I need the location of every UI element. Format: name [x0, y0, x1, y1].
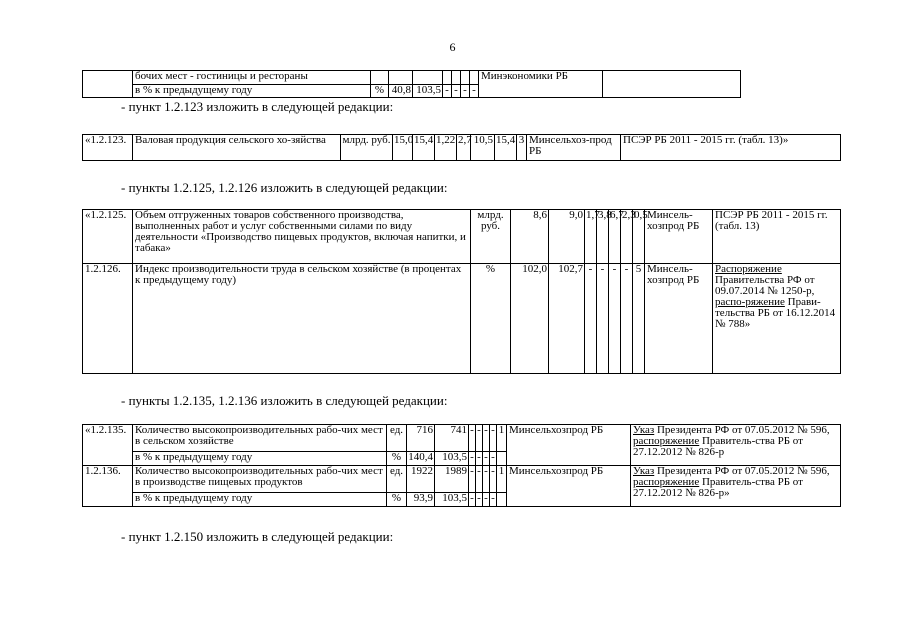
source-document: ПСЭР РБ 2011 - 2015 гг. (табл. 13)» — [621, 135, 841, 161]
value-cell: 3 — [517, 135, 527, 161]
value-cell: 103,5 — [435, 493, 469, 507]
item-number: 1.2.136. — [83, 466, 133, 507]
value-cell: 103,5 — [413, 85, 443, 98]
value-cell: - — [490, 493, 497, 507]
value-cell: 15,4 — [413, 135, 435, 161]
unit: ед. — [387, 425, 407, 452]
unit: млрд. руб. — [341, 135, 393, 161]
document-link[interactable]: распо-ряжение — [715, 296, 785, 308]
document-link[interactable]: Указ — [633, 424, 655, 436]
value-cell: - — [443, 85, 452, 98]
value-cell: - — [597, 264, 609, 374]
value-cell: 2,7 — [457, 135, 471, 161]
value-cell: - — [621, 264, 633, 374]
indicator-name: Валовая продукция сельского хо-зяйства — [133, 135, 341, 161]
value-cell: - — [585, 264, 597, 374]
indicator-name: в % к предыдущему году — [133, 452, 387, 466]
value-cell: - — [469, 452, 476, 466]
indicator-name: Количество высокопроизводительных рабо-чих мест в сельском хозяйстве — [133, 425, 387, 452]
unit: % — [387, 493, 407, 507]
value-cell: 3,8 — [597, 210, 609, 264]
value-cell: 103,5 — [435, 452, 469, 466]
value-cell: - — [476, 452, 483, 466]
table-1-2-125-126 — [82, 209, 841, 374]
value-cell: - — [469, 425, 476, 452]
unit: % — [371, 85, 389, 98]
indicator-name: бочих мест - гостиницы и рестораны — [133, 71, 371, 85]
document-text: Правитель-ства РБ от 27.12.2012 № 826-р — [633, 435, 803, 458]
executor: Минсельхоз-прод РБ — [527, 135, 621, 161]
table-row — [83, 466, 841, 493]
value-cell: 8,6 — [511, 210, 549, 264]
value-cell: 741 — [435, 425, 469, 452]
unit: ед. — [387, 466, 407, 493]
paragraph: - пункт 1.2.123 изложить в следующей редакции: — [121, 99, 394, 114]
value-cell: - — [476, 466, 483, 493]
document-link[interactable]: распоряжение — [633, 476, 700, 488]
value-cell: - — [452, 85, 461, 98]
unit: млрд. руб. — [471, 210, 511, 264]
value-cell: - — [461, 85, 470, 98]
value-cell: 15,0 — [393, 135, 413, 161]
executor: Минсель-хозпрод РБ — [645, 264, 713, 374]
item-number: «1.2.123. — [83, 135, 133, 161]
source-document — [631, 425, 841, 466]
source-document — [713, 264, 841, 374]
value-cell: 9,0 — [549, 210, 585, 264]
value-cell: 1989 — [435, 466, 469, 493]
page-number: 6 — [449, 40, 456, 54]
paragraph: - пункт 1.2.150 изложить в следующей редакции: — [121, 529, 394, 544]
value-cell: - — [469, 466, 476, 493]
value-cell: 140,4 — [407, 452, 435, 466]
item-number: «1.2.125. — [83, 210, 133, 264]
value-cell: 15,4 — [495, 135, 517, 161]
unit: % — [387, 452, 407, 466]
value-cell: 2,3 — [621, 210, 633, 264]
value-cell: - — [483, 425, 490, 452]
unit: % — [471, 264, 511, 374]
value-cell: - — [609, 264, 621, 374]
value-cell: - — [490, 452, 497, 466]
value-cell: 716 — [407, 425, 435, 452]
value-cell: 10,5 — [471, 135, 495, 161]
value-cell: 93,9 — [407, 493, 435, 507]
executor: Минсельхозпрод РБ — [507, 466, 631, 507]
value-cell: - — [490, 425, 497, 452]
value-cell: 0,5 — [633, 210, 645, 264]
executor: Минсель-хозпрод РБ — [645, 210, 713, 264]
value-cell: 1,22 — [435, 135, 457, 161]
item-number: «1.2.135. — [83, 425, 133, 466]
value-cell: 1922 — [407, 466, 435, 493]
value-cell: 40,8 — [389, 85, 413, 98]
table-row — [83, 264, 841, 374]
executor: Минсельхозпрод РБ — [507, 425, 631, 466]
table-1-2-123 — [82, 134, 841, 161]
value-cell: 102,7 — [549, 264, 585, 374]
document-text: Президента РФ от 07.05.2012 № 596, — [656, 424, 830, 436]
indicator-name: Индекс производительности труда в сельском хозяйстве (в процентах к предыдущему году) — [133, 264, 471, 374]
document-text: Прави-тельства РБ от 16.12.2014 № 788» — [715, 296, 836, 330]
indicator-name: в % к предыдущему году — [133, 85, 371, 98]
document-link[interactable]: распоряжение — [633, 435, 700, 447]
table-continuation — [82, 70, 741, 98]
value-cell: - — [470, 85, 479, 98]
document-text: Правительства РФ от 09.07.2014 № 1250-р, — [715, 274, 815, 297]
table-row — [83, 210, 841, 264]
source-document: ПСЭР РБ 2011 - 2015 гг. (табл. 13) — [713, 210, 841, 264]
table-1-2-135-136 — [82, 424, 841, 507]
document-text: Президента РФ от 07.05.2012 № 596, — [656, 465, 830, 477]
value-cell: 1,7 — [585, 210, 597, 264]
value-cell: 5 — [633, 264, 645, 374]
value-cell: - — [483, 466, 490, 493]
executor: Минэкономики РБ — [479, 71, 603, 98]
value-cell: - — [483, 452, 490, 466]
value-cell: - — [469, 493, 476, 507]
table-row — [83, 135, 841, 161]
indicator-name: Объем отгруженных товаров собственного производства, выполненных работ и услуг собственными силами по виду деятельности «Производство пищевых продуктов, включая напитки, и табака» — [133, 210, 471, 264]
paragraph: - пункты 1.2.125, 1.2.126 изложить в следующей редакции: — [121, 180, 448, 195]
document-link[interactable]: Распоряжение — [715, 263, 782, 275]
value-cell: - — [490, 466, 497, 493]
value-cell: - — [476, 493, 483, 507]
value-cell: - — [483, 493, 490, 507]
value-cell: 102,0 — [511, 264, 549, 374]
document-link[interactable]: Указ — [633, 465, 655, 477]
value-cell: 6,7 — [609, 210, 621, 264]
indicator-name: Количество высокопроизводительных рабо-чих мест в производстве пищевых продуктов — [133, 466, 387, 493]
document-text: Правитель-ства РБ от 27.12.2012 № 826-р» — [633, 476, 803, 499]
table-row — [83, 425, 841, 452]
source-document — [631, 466, 841, 507]
paragraph: - пункты 1.2.135, 1.2.136 изложить в следующей редакции: — [121, 393, 448, 408]
table-row — [83, 71, 741, 85]
item-number: 1.2.126. — [83, 264, 133, 374]
indicator-name: в % к предыдущему году — [133, 493, 387, 507]
value-cell: 1 — [497, 425, 507, 452]
value-cell: 1 — [497, 466, 507, 493]
value-cell: - — [476, 425, 483, 452]
